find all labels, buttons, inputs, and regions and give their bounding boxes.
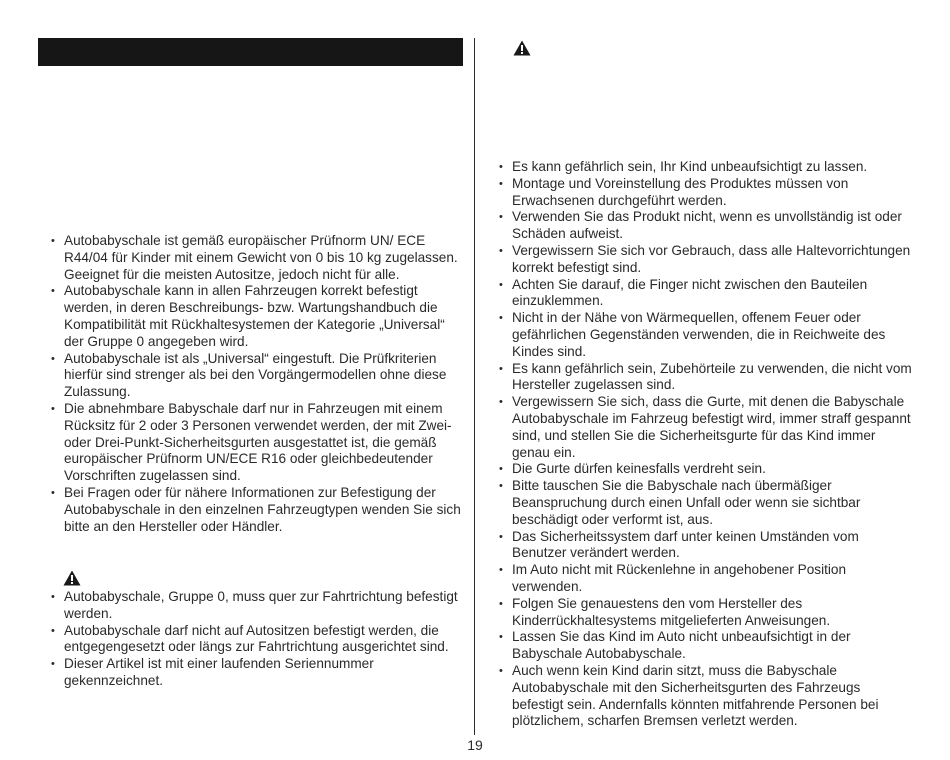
list-item: • Autobabyschale darf nicht auf Autositzen befestigt werden, die entgegengesetzt oder längs zur Fahrtrichtung ausgerichtet sind. [51,623,463,657]
list-item: • Verwenden Sie das Produkt nicht, wenn es unvollständig ist oder Schäden aufweist. [499,209,914,243]
list-item: • Achten Sie darauf, die Finger nicht zwischen den Bauteilen einzuklemmen. [499,277,914,311]
warning-triangle-icon [513,40,531,56]
list-item: • Folgen Sie genauestens den vom Hersteller des Kinderrückhaltesystems mitgelieferten Anweisungen. [499,596,914,630]
page-number: 19 [467,737,483,753]
list-item: • Es kann gefährlich sein, Ihr Kind unbeaufsichtigt zu lassen. [499,159,914,176]
list-item: • Die abnehmbare Babyschale darf nur in Fahrzeugen mit einem Rücksitz für 2 oder 3 Personen verwendet werden, der mit Zwei- oder Drei-Punkt-Sicherheitsgurten ausgestattet ist, die gemäß europäischer Prüfnorm UN/ECE R16 oder gleichbedeutender Vorschriften zugelassen sind. [51,401,463,485]
column-divider [474,38,475,735]
list-item: • Vergewissern Sie sich vor Gebrauch, dass alle Haltevorrichtungen korrekt befestigt sind. [499,243,914,277]
warning-triangle-icon [63,570,81,586]
list-item: • Das Sicherheitssystem darf unter keinen Umständen vom Benutzer verändert werden. [499,529,914,563]
list-item: • Auch wenn kein Kind darin sitzt, muss die Babyschale Autobabyschale mit den Sicherheitsgurten des Fahrzeugs befestigt sein. Andernfalls könnten mitfahrende Personen bei plötzlichem, scharfen Bremsen verletzt werden. [499,663,914,730]
list-item: • Nicht in der Nähe von Wärmequellen, offenem Feuer oder gefährlichen Gegenständen verwenden, die in Reichweite des Kindes sind. [499,310,914,360]
list-item: • Autobabyschale kann in allen Fahrzeugen korrekt befestigt werden, in deren Beschreibungs- bzw. Wartungshandbuch die Kompatibilität mit Rückhaltesystemen der Kategorie „Universal“ der Gruppe 0 angegeben wird. [51,283,463,350]
list-item: • Autobabyschale ist gemäß europäischer Prüfnorm UN/ ECE R44/04 für Kinder mit einem Gewicht von 0 bis 10 kg zugelassen. Geeignet für die meisten Autositze, jedoch nicht für alle. [51,233,463,283]
compatibility-list [51,233,463,535]
section-header-bar [38,38,463,66]
list-item: • Vergewissern Sie sich, dass die Gurte, mit denen die Babyschale Autobabyschale im Fahrzeug befestigt wird, immer straff gespannt sind, und stellen Sie die Sicherheitsgurte für das Kind immer genau ein. [499,394,914,461]
list-item: • Montage und Voreinstellung des Produktes müssen von Erwachsenen durchgeführt werden. [499,176,914,210]
list-item: • Autobabyschale ist als „Universal“ eingestuft. Die Prüfkriterien hierfür sind strenger als bei den Vorgängermodellen ohne diese Zulassung. [51,351,463,401]
list-item: • Lassen Sie das Kind im Auto nicht unbeaufsichtigt in der Babyschale Autobabyschale. [499,629,914,663]
installation-warning-list [51,589,463,690]
list-item: • Bei Fragen oder für nähere Informationen zur Befestigung der Autobabyschale in den einzelnen Fahrzeugtypen wenden Sie sich bitte an den Hersteller oder Händler. [51,485,463,535]
list-item: • Im Auto nicht mit Rückenlehne in angehobener Position verwenden. [499,562,914,596]
list-item: • Bitte tauschen Sie die Babyschale nach übermäßiger Beanspruchung durch einen Unfall oder wenn sie sichtbar beschädigt oder verformt ist, aus. [499,478,914,528]
list-item: • Die Gurte dürfen keinesfalls verdreht sein. [499,461,914,478]
list-item: • Es kann gefährlich sein, Zubehörteile zu verwenden, die nicht vom Hersteller zugelassen sind. [499,361,914,395]
list-item: • Dieser Artikel ist mit einer laufenden Seriennummer gekennzeichnet. [51,656,463,690]
safety-warning-list [499,159,914,730]
list-item: • Autobabyschale, Gruppe 0, muss quer zur Fahrtrichtung befestigt werden. [51,589,463,623]
